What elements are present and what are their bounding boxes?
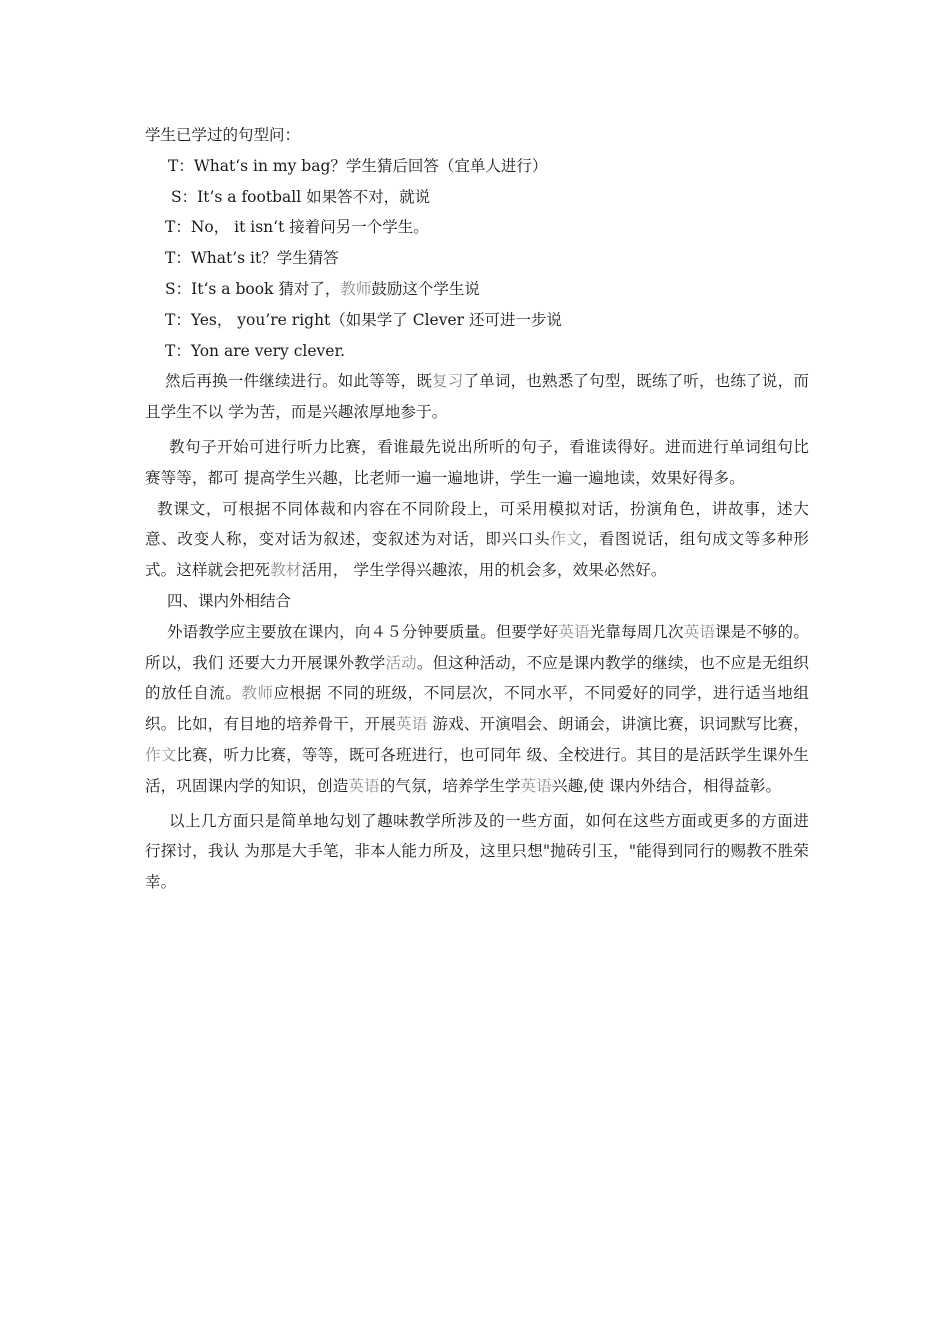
keyword-link[interactable]: 作文 xyxy=(145,745,177,764)
paragraph: 以上几方面只是简单地勾划了趣味教学所涉及的一些方面，如何在这些方面或更多的方面进行探讨，我认 为那是大手笔，非本人能力所及，这里只想"抛砖引玉，"能得到同行的赐教不胜荣幸。 xyxy=(145,811,809,892)
dialogue-line: S：It’s a football 如果答不对，就说 xyxy=(171,187,431,206)
keyword-link[interactable]: 英语 xyxy=(683,622,716,641)
keyword-link[interactable]: 英语 xyxy=(558,622,590,641)
paragraph: 外语教学应主要放在课内，向４５分钟要质量。但要学好英语光靠每周几次英语课是不够的。所以，我们 还要大力开展课外教学活动。但这种活动，不应是课内教学的继续，也不应是无组织的放任自流。教师应根据 不同的班级，不同层次，不同水平，不同爱好的同学，进行适当地组织。比如，有目地的培养骨干，开展英语 游戏、开演唱会、朗诵会，讲演比赛，识词默写比赛，作文比赛，听力比赛，等等，既可各班进行，也可同年 级、全校进行。其目的是活跃学生课外生活，巩固课内学的知识，创造英语的气氛，培养学生学英语兴趣,使 课内外结合，相得益彰。 xyxy=(145,622,810,795)
keyword-link[interactable]: 英语 xyxy=(348,776,380,795)
paragraph: 教句子开始可进行听力比赛，看谁最先说出所听的句子，看谁读得好。进而进行单词组句比赛等等，都可 提高学生兴趣，比老师一遍一遍地讲，学生一遍一遍地读，效果好得多。 xyxy=(145,437,809,487)
dialogue-line: S：It‘s a book 猜对了，教师鼓励这个学生说 xyxy=(165,279,480,298)
keyword-link[interactable]: 活动 xyxy=(385,653,417,672)
dialogue-line: T：What‘s in my bag？学生猜后回答（宜单人进行） xyxy=(168,156,548,175)
keyword-link[interactable]: 教师 xyxy=(241,684,274,703)
document-body xyxy=(145,120,809,898)
paragraph: 教课文，可根据不同体裁和内容在不同阶段上，可采用模拟对话，扮演角色，讲故事，述大意、改变人称，变对话为叙述，变叙述为对话，即兴口头作文，看图说话，组句成文等多种形式。这样就会把死教材活用， 学生学得兴趣浓，用的机会多，效果必然好。 xyxy=(145,499,809,580)
dialogue-line: T：Yon are very clever. xyxy=(165,341,346,360)
section-heading: 四、课内外相结合 xyxy=(167,591,292,610)
dialogue-line: T：No， it isn‘t 接着问另一个学生。 xyxy=(165,218,429,237)
text-line: 学生已学过的句型问： xyxy=(145,126,301,144)
paragraph: 然后再换一件继续进行。如此等等，既复习了单词，也熟悉了句型，既练了听，也练了说，而且学生不以 学为苦，而是兴趣浓厚地参于。 xyxy=(145,372,809,422)
keyword-link[interactable]: 复习 xyxy=(432,372,464,391)
keyword-link[interactable]: 作文 xyxy=(550,530,583,549)
keyword-link[interactable]: 英语 xyxy=(396,715,428,734)
keyword-link[interactable]: 教材 xyxy=(270,561,302,580)
dialogue-line: T：Yes， you’re right（如果学了 Clever 还可进一步说 xyxy=(165,310,562,329)
keyword-link[interactable]: 教师 xyxy=(340,279,372,298)
dialogue-line: T：What’s it？学生猜答 xyxy=(165,249,339,268)
keyword-link[interactable]: 英语 xyxy=(520,776,552,795)
